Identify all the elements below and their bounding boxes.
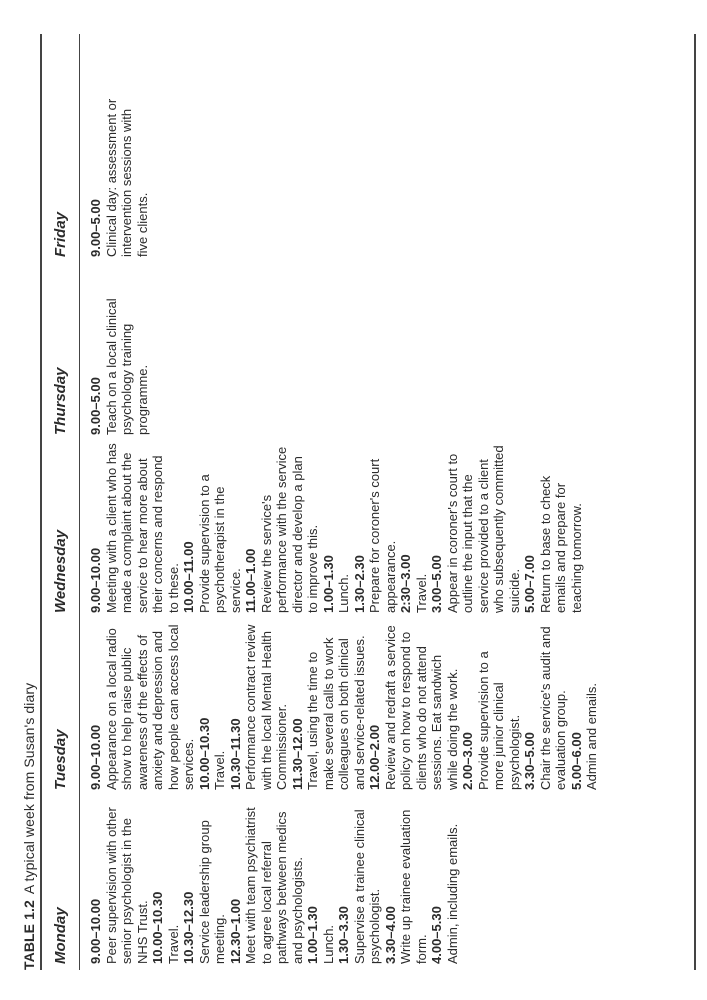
entry-time: 10.00–11.00 — [181, 541, 196, 613]
diary-entry — [181, 796, 228, 964]
entry-description: Meet with team psychiatrist to agree local referral pathways between medics and psychologists. — [243, 807, 305, 964]
diary-entry — [398, 443, 429, 613]
diary-entry — [522, 622, 569, 790]
diary-entry — [367, 622, 460, 790]
entry-time: 11.00–1.00 — [243, 548, 258, 613]
entry-description: Appear in coroner's court to outline the input that the service provided to a client who subsequently committed suicide. — [444, 445, 522, 613]
entry-description: Travel. — [165, 924, 181, 964]
diary-entry — [88, 265, 150, 435]
header-thursday: Thursday — [52, 367, 69, 435]
entry-description: Review the service's performance with the service director and develop a plan to improve this. — [258, 446, 320, 613]
entry-time: 3.30–5.00 — [522, 732, 537, 790]
entry-description: Return to base to check emails and prepare for teaching tomorrow. — [537, 475, 584, 613]
header-monday: Monday — [52, 907, 69, 964]
diary-entry — [150, 796, 181, 964]
entry-description: Provide supervision to a more junior clinical psychologist. — [475, 651, 522, 790]
diary-entry — [321, 443, 352, 613]
diary-entry — [460, 622, 522, 790]
diary-entry — [429, 443, 522, 613]
diary-entry — [429, 796, 460, 964]
entry-time: 1.30–2.30 — [351, 555, 367, 613]
table-label: TABLE 1.2 — [21, 900, 37, 970]
diary-entry — [336, 796, 383, 964]
header-tuesday: Tuesday — [52, 729, 69, 790]
entry-time: 9.00–10.00 — [88, 724, 103, 790]
entry-description: Supervise a trainee clinical psychologist. — [351, 809, 382, 964]
entry-description: Teach on a local clinical psychology training programme. — [103, 298, 150, 435]
entry-time: 1.30–3.30 — [336, 906, 351, 964]
entry-description: Chair the service's audit and evaluation group. — [537, 626, 568, 790]
table-title: A typical week from Susan's diary — [21, 682, 37, 895]
entry-time: 1.00–1.30 — [305, 906, 320, 964]
header-friday: Friday — [52, 211, 69, 257]
entry-time: 5.00–7.00 — [522, 555, 537, 613]
entry-description: Admin and emails. — [584, 683, 599, 790]
table-caption — [21, 683, 37, 970]
entry-time: 3.00–5.00 — [429, 555, 444, 613]
entry-time: 9.00–10.00 — [88, 547, 103, 613]
column-friday — [88, 87, 150, 257]
column-wednesday — [88, 443, 584, 613]
entry-description: Performance contract review with the local Mental Health Commissioner. — [243, 624, 289, 790]
column-thursday — [88, 265, 150, 435]
entry-time: 4.00–5.30 — [429, 906, 444, 964]
entry-description: Appearance on a local radio show to help raise public awareness of the effects of anxiety and depression and how people can access local services. — [103, 624, 196, 790]
entry-description: Prepare for coroner's court appearance. — [367, 458, 398, 613]
entry-description: Admin, including emails. — [444, 823, 460, 964]
bottom-rule — [694, 34, 696, 970]
entry-time: 1.00–1.30 — [320, 555, 336, 613]
column-monday — [88, 796, 460, 964]
diary-entry — [88, 622, 197, 790]
column-tuesday — [88, 622, 600, 790]
entry-time: 9.00–5.00 — [88, 199, 103, 257]
diary-entry — [243, 443, 321, 613]
diary-entry — [88, 87, 150, 257]
entry-time: 10.00–10.30 — [150, 891, 165, 964]
entry-time: 2.00–3.00 — [460, 732, 475, 790]
entry-description: Provide supervision to a psychotherapist in the service. — [196, 474, 243, 613]
entry-description: Clinical day: assessment or intervention sessions with five clients. — [103, 98, 150, 257]
entry-description: Meeting with a client who has made a complaint about the service to hear more about their concerns and respond to these. — [103, 443, 181, 613]
entry-description: Travel. — [212, 750, 227, 790]
diary-entry — [228, 796, 306, 964]
entry-description: Lunch. — [336, 573, 351, 613]
entry-time: 5.00–6.00 — [568, 732, 584, 790]
entry-description: Review and redraft a service policy on how to respond to clients who do not attend sessions. Eat sandwich while doing the work. — [382, 625, 460, 790]
entry-time: 9.00–10.00 — [88, 898, 103, 964]
entry-time: 2:30–3.00 — [398, 554, 413, 613]
header-rule — [79, 34, 80, 970]
diary-entry — [383, 796, 430, 964]
diary-entry — [290, 622, 368, 790]
entry-time: 10.30–12.30 — [181, 891, 196, 964]
diary-entry — [88, 443, 181, 613]
entry-description: Travel, using the time to make several calls to work colleagues on both clinical and service-related issues. — [305, 635, 367, 790]
diary-entry — [352, 443, 399, 613]
entry-time: 11.30–12.00 — [289, 718, 305, 790]
diary-entry — [88, 796, 150, 964]
entry-description: Travel. — [413, 573, 429, 613]
entry-description: Write up trainee evaluation form. — [398, 809, 429, 964]
diary-entry — [305, 796, 336, 964]
diary-entry — [197, 622, 228, 790]
diary-entry — [228, 622, 290, 790]
entry-time: 3.30–4.00 — [382, 906, 398, 964]
entry-time: 12.00–2.00 — [367, 724, 382, 790]
entry-time: 10.00–10.30 — [196, 717, 212, 790]
diary-entry — [569, 622, 600, 790]
header-wednesday: Wednesday — [52, 529, 69, 613]
entry-description: Peer supervision with other senior psychologist in the NHS Trust. — [103, 807, 150, 964]
diary-entry — [181, 443, 243, 613]
entry-time: 12.30–1.00 — [227, 898, 243, 964]
diary-entry — [522, 443, 584, 613]
entry-description: Service leadership group meeting. — [196, 820, 227, 964]
entry-description: Lunch. — [320, 924, 336, 964]
entry-time: 10.30–11.30 — [227, 718, 243, 790]
top-rule — [40, 34, 42, 970]
entry-time: 9.00–5.00 — [88, 377, 103, 435]
